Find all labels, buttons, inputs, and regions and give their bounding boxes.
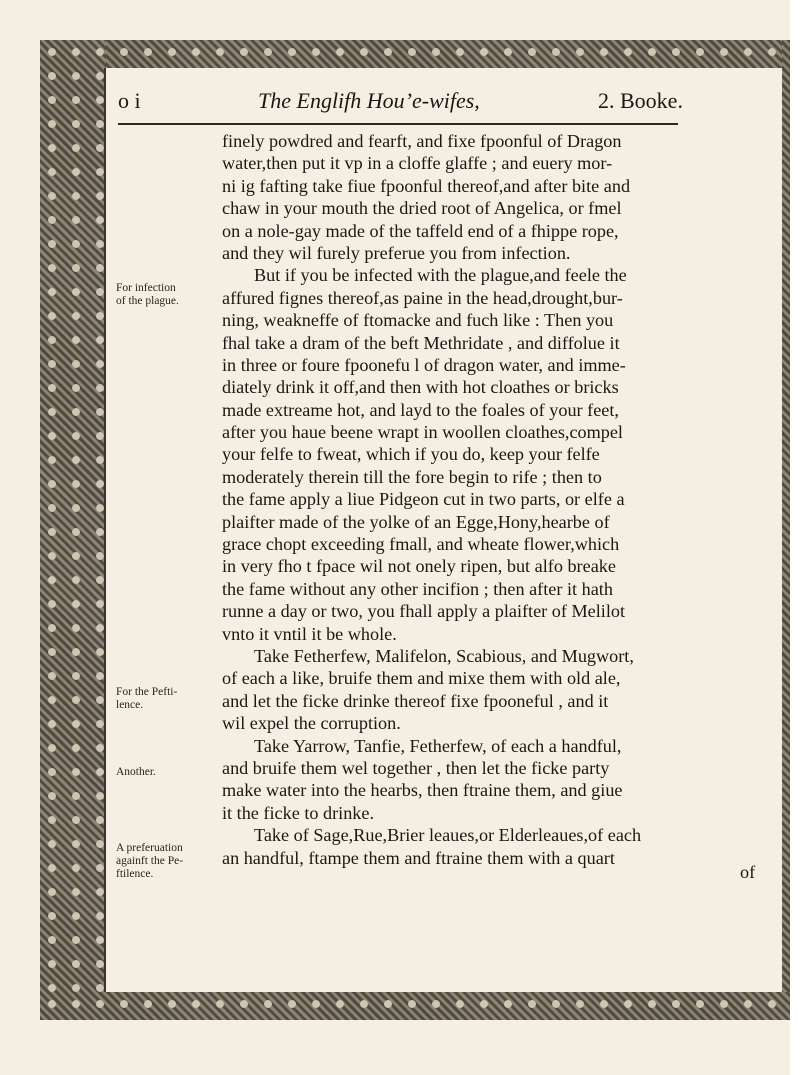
text-line: water,then put it vp in a cloffe glaffe ; and euery mor-: [222, 153, 613, 174]
text-line: it the ficke to drinke.: [222, 802, 375, 823]
text-line: the fame apply a liue Pidgeon cut in two parts, or elfe a: [222, 489, 625, 510]
text-line: in very fho t fpace wil not onely ripen, but alfo breake: [222, 556, 616, 577]
running-title: The Englifh Hou’e-wifes,: [258, 88, 480, 113]
body-text: [222, 130, 770, 869]
text-line: and they wil furely preferue you from infection.: [222, 242, 571, 263]
margin-note-line: lence.: [116, 699, 144, 711]
text-line: ni ig fafting take fiue fpoonful thereof,and after bite and: [222, 175, 631, 196]
text-line: Take Yarrow, Tanfie, Fetherfew, of each a handful,: [254, 735, 622, 756]
book-number: 2. Booke.: [598, 88, 683, 113]
text-line: an handful, ftampe them and ftraine them with a quart: [222, 847, 615, 868]
header-rule: [118, 123, 678, 125]
text-line: grace chopt exceeding fmall, and wheate flower,which: [222, 534, 620, 555]
text-line: finely powdred and fearft, and fixe fpoonful of Dragon: [222, 131, 622, 151]
margin-note-line: againft the Pe-: [116, 855, 184, 867]
page-edge: [790, 0, 801, 1075]
margin-note-another: [116, 766, 220, 779]
text-line: fhal take a dram of the beft Methridate , and diffolue it: [222, 332, 620, 353]
text-line: and let the ficke drinke thereof fixe fpooneful , and it: [222, 690, 609, 711]
catchword: of: [740, 862, 756, 882]
text-line: plaifter made of the yolke of an Egge,Hony,hearbe of: [222, 511, 610, 532]
text-line: moderately therein till the fore begin to rife ; then to: [222, 466, 602, 487]
text-line: on a nole-gay made of the taffeld end of a fhippe rope,: [222, 220, 619, 241]
margin-note-infection: [116, 282, 220, 308]
margin-note-pestilence: [116, 686, 220, 712]
ornamental-border-left: [40, 40, 106, 1020]
text-line: after you haue beene wrapt in woollen cloathes,compel: [222, 422, 623, 443]
ornamental-border-bottom: [40, 992, 798, 1020]
text-line: of each a like, bruife them and mixe them with old ale,: [222, 668, 621, 689]
margin-note-line: ftilence.: [116, 868, 154, 880]
text-line: Take of Sage,Rue,Brier leaues,or Elderleaues,of each: [254, 825, 642, 846]
margin-note-line: Another.: [116, 766, 156, 778]
margin-note-line: For infection: [116, 282, 176, 294]
text-line: and bruife them wel together , then let the ficke party: [222, 757, 610, 778]
page-header: [108, 84, 782, 116]
margin-note-line: A preferuation: [116, 842, 183, 854]
text-line: affured fignes thereof,as paine in the head,drought,bur-: [222, 287, 623, 308]
text-line: Take Fetherfew, Malifelon, Scabious, and Mugwort,: [254, 645, 634, 666]
margin-note-line: of the plague.: [116, 295, 179, 307]
folio-number: o i: [118, 88, 141, 113]
text-line: in three or foure fpoonefu l of dragon water, and imme-: [222, 354, 626, 375]
text-line: your felfe to fweat, which if you do, keep your felfe: [222, 444, 600, 465]
ornamental-border-top: [40, 40, 798, 68]
text-line: vnto it vntil it be whole.: [222, 623, 397, 644]
text-line: runne a day or two, you fhall apply a plaifter of Melilot: [222, 601, 626, 622]
text-line: diately drink it off,and then with hot cloathes or bricks: [222, 377, 619, 398]
text-line: make water into the hearbs, then ftraine them, and giue: [222, 780, 623, 801]
text-line: made extreame hot, and layd to the foales of your feet,: [222, 399, 619, 420]
margin-note-line: For the Pefti-: [116, 686, 178, 698]
text-line: ning, weakneffe of ftomacke and fuch like : Then you: [222, 310, 614, 331]
text-line: But if you be infected with the plague,and feele the: [254, 265, 627, 286]
margin-note-preservation: [116, 842, 220, 881]
text-line: chaw in your mouth the dried root of Angelica, or fmel: [222, 198, 622, 219]
text-line: the fame without any other incifion ; then after it hath: [222, 578, 613, 599]
text-line: wil expel the corruption.: [222, 713, 401, 734]
border-inner-line: [104, 68, 106, 992]
